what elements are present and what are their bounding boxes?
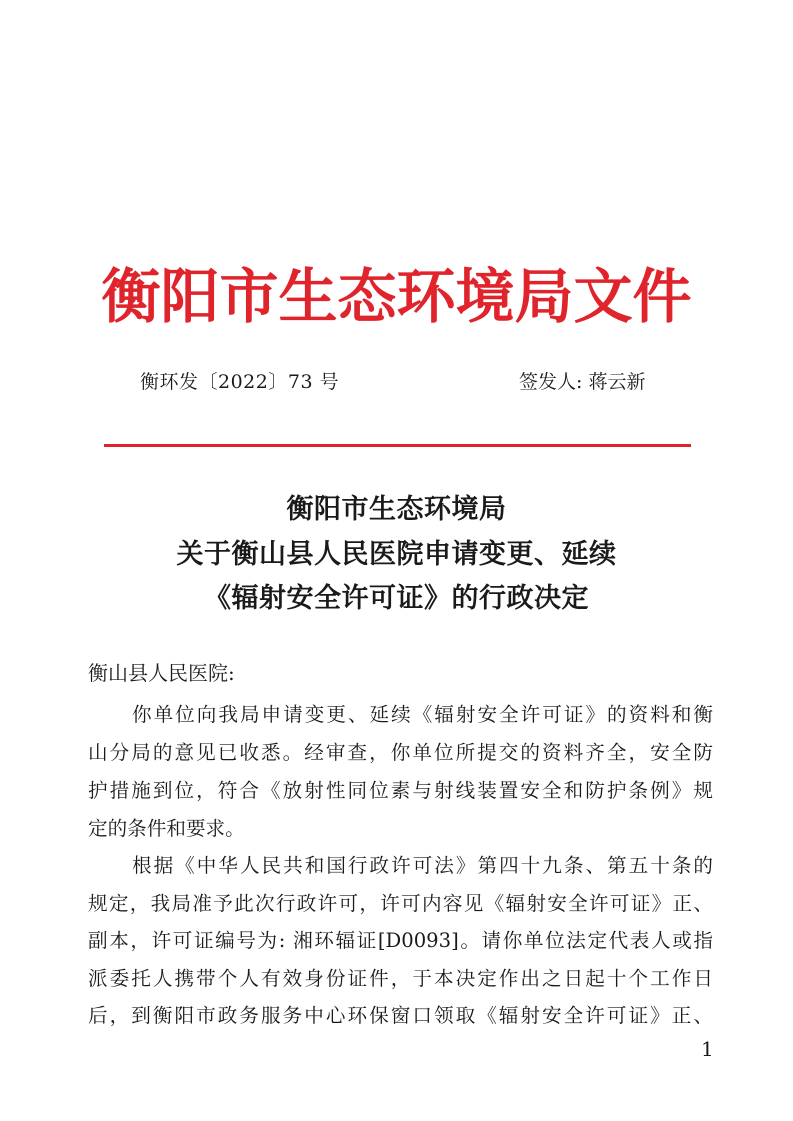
title-line-2: 关于衡山县人民医院申请变更、延续 xyxy=(176,539,617,570)
body-line: 派委托人携带个人有效身份证件，于本决定作出之日起十个工作日 xyxy=(88,967,713,990)
body-line: 护措施到位，符合《放射性同位素与射线装置安全和防护条例》规 xyxy=(88,779,713,802)
body-line: 山分局的意见已收悉。经审查，你单位所提交的资料齐全，安全防 xyxy=(88,741,713,764)
title-line-1: 衡阳市生态环境局 xyxy=(286,494,507,525)
document-number: 衡环发〔2022〕73 号 xyxy=(140,371,340,393)
title-line-3: 《辐射安全许可证》的行政决定 xyxy=(204,583,589,614)
body-line: 副本，许可证编号为: 湘环辐证[D0093]。请你单位法定代表人或指 xyxy=(88,929,713,952)
signer: 签发人: 蒋云新 xyxy=(519,371,646,393)
red-divider xyxy=(104,444,691,447)
body-line: 定的条件和要求。 xyxy=(88,817,245,840)
salutation: 衡山县人民医院: xyxy=(88,661,235,685)
body-line: 根据《中华人民共和国行政许可法》第四十九条、第五十条的 xyxy=(132,854,713,877)
body-line: 你单位向我局申请变更、延续《辐射安全许可证》的资料和衡 xyxy=(132,703,713,726)
masthead-title: 衡阳市生态环境局文件 xyxy=(101,262,692,331)
page-number: 1 xyxy=(701,1037,714,1061)
body-line: 后，到衡阳市政务服务中心环保窗口领取《辐射安全许可证》正、 xyxy=(88,1004,713,1027)
body-line: 规定，我局准予此次行政许可，许可内容见《辐射安全许可证》正、 xyxy=(88,892,713,915)
